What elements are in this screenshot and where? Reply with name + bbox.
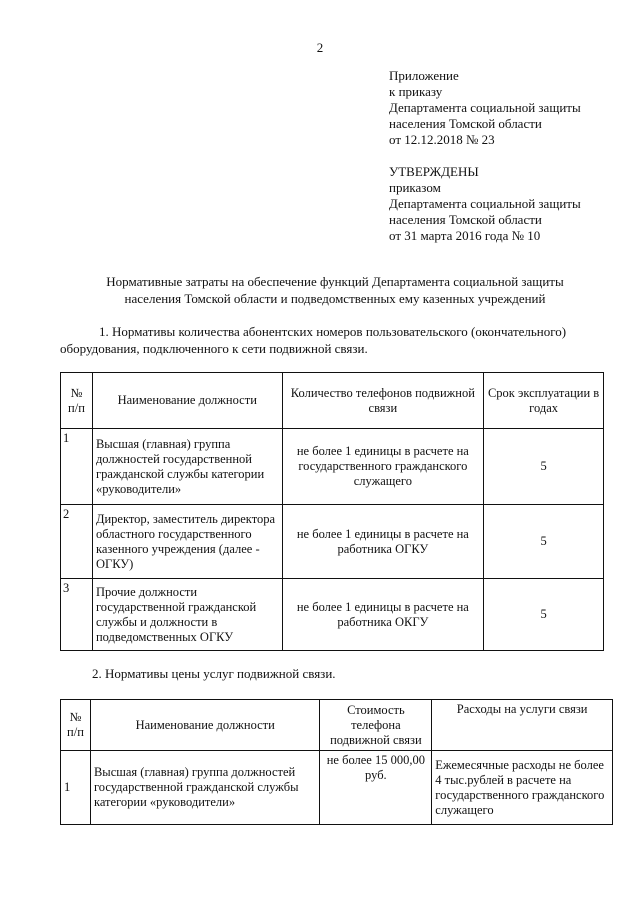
section2-line-1: 2. Нормативы цены услуг подвижной связи.: [92, 666, 336, 681]
row-quantity: не более 1 единицы в расчете на государственного гражданского служащего: [282, 429, 484, 505]
row-num: 3: [61, 579, 93, 651]
table-row: [61, 505, 604, 579]
row-position: Высшая (главная) группа должностей государственной гражданской службы категории «руководители»: [90, 751, 320, 825]
col-header-term: Срок эксплуатации в годах: [484, 373, 604, 429]
table-row: [61, 751, 613, 825]
col-header-position: Наименование должности: [92, 373, 282, 429]
table-row: [61, 429, 604, 505]
table-service-prices: [60, 699, 613, 825]
row-quantity: не более 1 единицы в расчете на работника ОКГУ: [282, 579, 484, 651]
col-header-price: Стоимость телефона подвижной связи: [320, 700, 432, 751]
row-position: Директор, заместитель директора областного государственного казенного учреждения (далее - ОГКУ): [92, 505, 282, 579]
row-position: Прочие должности государственной гражданской службы и должности в подведомственных ОГКУ: [92, 579, 282, 651]
row-term: 5: [484, 429, 604, 505]
row-expenses: Ежемесячные расходы не более 4 тыс.рублей в расчете на государственного гражданского служащего: [432, 751, 613, 825]
col-header-num: № п/п: [61, 700, 91, 751]
approved-line: Департамента социальной защиты: [389, 196, 581, 211]
section1-line-2: оборудования, подключенного к сети подвижной связи.: [60, 341, 368, 356]
col-header-expenses: Расходы на услуги связи: [432, 700, 613, 751]
col-header-quantity: Количество телефонов подвижной связи: [282, 373, 484, 429]
appendix-line: Департамента социальной защиты: [389, 100, 581, 115]
row-position: Высшая (главная) группа должностей государственной гражданской службы категории «руководители»: [92, 429, 282, 505]
table-header-row: [61, 700, 613, 751]
row-term: 5: [484, 505, 604, 579]
col-header-position: Наименование должности: [90, 700, 320, 751]
row-num: 1: [61, 429, 93, 505]
row-num: 1: [61, 751, 91, 825]
approved-block: [389, 164, 581, 244]
table-header-row: [61, 373, 604, 429]
table-row: [61, 579, 604, 651]
section1-line-1: 1. Нормативы количества абонентских номеров пользовательского (окончательного): [99, 324, 567, 339]
row-price: не более 15 000,00 руб.: [320, 751, 432, 825]
approved-line: от 31 марта 2016 года № 10: [389, 228, 541, 243]
row-num: 2: [61, 505, 93, 579]
table-phone-quantity: [60, 372, 604, 651]
page-number: 2: [316, 40, 324, 55]
col-header-num: № п/п: [61, 373, 93, 429]
approved-line: населения Томской области: [389, 212, 542, 227]
row-quantity: не более 1 единицы в расчете на работника ОГКУ: [282, 505, 484, 579]
approved-line: УТВЕРЖДЕНЫ: [389, 164, 479, 179]
row-term: 5: [484, 579, 604, 651]
title-line-2: населения Томской области и подведомственных ему казенных учреждений: [124, 291, 546, 306]
appendix-line: Приложение: [389, 68, 459, 83]
title-line-1: Нормативные затраты на обеспечение функций Департамента социальной защиты: [106, 274, 564, 289]
appendix-line: от 12.12.2018 № 23: [389, 132, 495, 147]
appendix-line: к приказу: [389, 84, 443, 99]
approved-line: приказом: [389, 180, 441, 195]
appendix-block: [389, 68, 581, 148]
appendix-line: населения Томской области: [389, 116, 542, 131]
document-title: [60, 273, 610, 307]
